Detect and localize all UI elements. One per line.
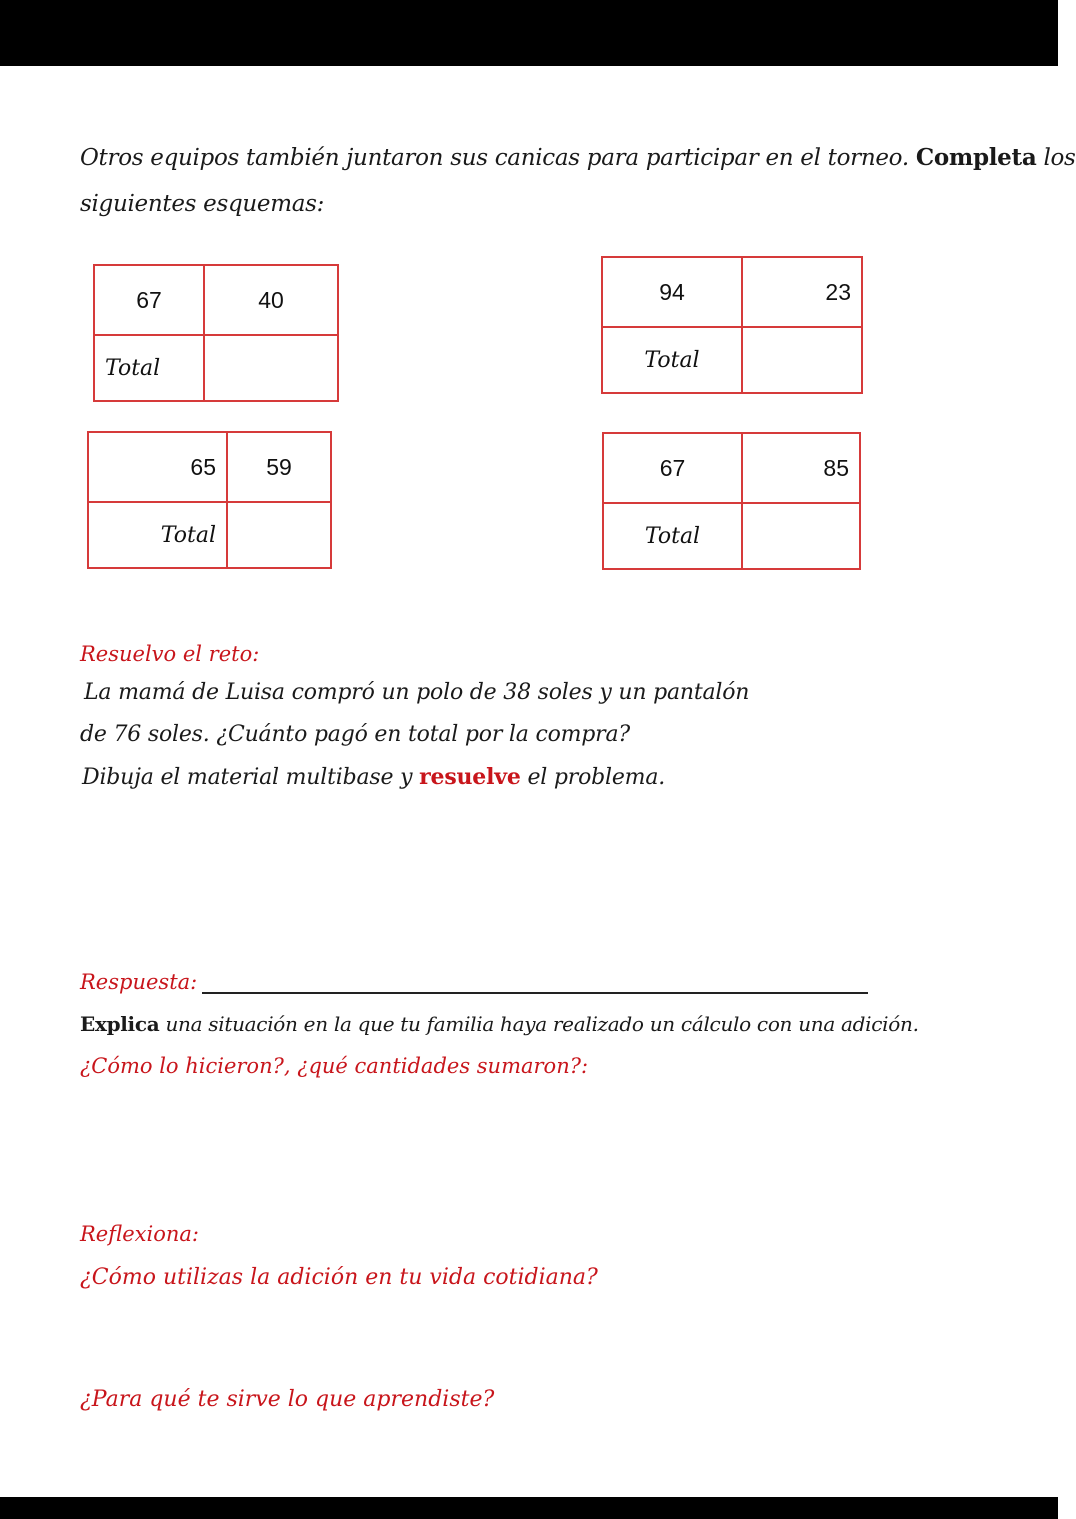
challenge-line-1: La mamá de Luisa compró un polo de 38 soles y un pantalón [84, 680, 750, 705]
challenge-bold-resuelve: resuelve [419, 764, 521, 790]
scheme-table-4 [602, 432, 861, 570]
challenge-line-3-post: el problema. [527, 765, 666, 790]
scheme-3-addend-b: 59 [227, 432, 331, 502]
scheme-1-total-label: Total [94, 335, 204, 401]
scheme-3-total-label: Total [88, 502, 227, 568]
intro-line1: Otros equipos también juntaron sus canicas para participar en el torneo. [80, 145, 909, 171]
scheme-2-total-label: Total [602, 327, 742, 393]
reflect-question-1: ¿Cómo utilizas la adición en tu vida cotidiana? [80, 1265, 598, 1290]
scheme-table-2 [601, 256, 863, 394]
challenge-line-3 [82, 764, 665, 790]
challenge-line-2: de 76 soles. ¿Cuánto pagó en total por la compra? [80, 722, 631, 747]
scheme-1-total-value[interactable] [204, 335, 338, 401]
scheme-2-total-value[interactable] [742, 327, 862, 393]
scheme-3-addend-a: 65 [88, 432, 227, 502]
top-black-bar [0, 0, 1058, 66]
scheme-2-addend-b: 23 [742, 257, 862, 327]
scheme-table-1 [93, 264, 339, 402]
scheme-4-total-value[interactable] [742, 503, 860, 569]
explain-question: ¿Cómo lo hicieron?, ¿qué cantidades sumaron?: [80, 1054, 589, 1078]
answer-line[interactable] [202, 992, 868, 994]
reflect-question-2: ¿Para qué te sirve lo que aprendiste? [80, 1387, 495, 1412]
answer-label: Respuesta: [80, 970, 198, 994]
scheme-4-total-label: Total [603, 503, 742, 569]
scheme-table-3 [87, 431, 332, 569]
intro-bold-completa: Completa [915, 144, 1037, 171]
challenge-line-3-pre: Dibuja el material multibase y [82, 765, 413, 790]
intro-line1-end: los [1043, 145, 1076, 171]
intro-line2: siguientes esquemas: [80, 191, 325, 217]
intro-text [80, 135, 1076, 227]
explain-text: una situación en la que tu familia haya realizado un cálculo con una adición. [165, 1012, 919, 1036]
scheme-1-addend-b: 40 [204, 265, 338, 335]
scheme-4-addend-b: 85 [742, 433, 860, 503]
explain-line [80, 1012, 919, 1036]
scheme-3-total-value[interactable] [227, 502, 331, 568]
challenge-heading: Resuelvo el reto: [80, 642, 260, 666]
explain-bold: Explica [80, 1012, 160, 1036]
scheme-4-addend-a: 67 [603, 433, 742, 503]
bottom-black-bar [0, 1497, 1058, 1519]
scheme-1-addend-a: 67 [94, 265, 204, 335]
scheme-2-addend-a: 94 [602, 257, 742, 327]
reflect-heading: Reflexiona: [80, 1222, 199, 1246]
